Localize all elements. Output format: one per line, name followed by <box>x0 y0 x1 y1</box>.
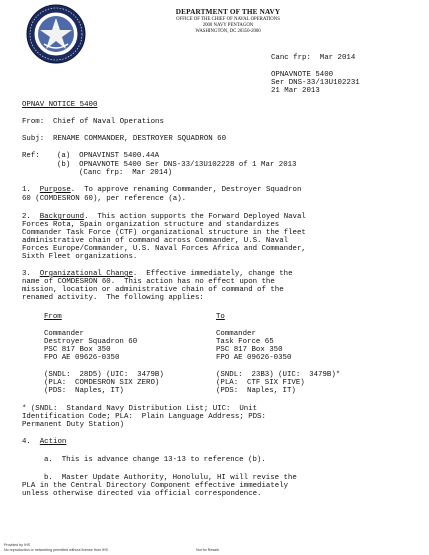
para-4b-line-3: unless otherwise directed via official correspondence. <box>22 490 262 498</box>
para-3-heading: Organizational Change <box>39 270 133 278</box>
footnote-line-3: Permanent Duty Station) <box>22 421 125 429</box>
address-line-2: WASHINGTON, DC 20350-2000 <box>195 28 261 34</box>
para-4b: b. Master Update Authority, Honolulu, HI will revise the <box>44 474 297 482</box>
to-address-line: Commander <box>216 330 256 338</box>
from-address-line: Destroyer Squadron 60 <box>44 338 138 346</box>
footer-license: No reproduction or networking permitted without license from IHS <box>4 548 108 552</box>
para-3-line-3: mission, location or administrative chain of command of the <box>22 286 284 294</box>
ref-a: (a) OPNAVINST 5400.44A <box>57 152 160 160</box>
from-code-line: (PLA: COMDESRON SIX ZERO) <box>44 379 160 387</box>
navy-seal-logo <box>26 4 86 64</box>
notice-number: OPNAVNOTE 5400 <box>271 71 334 79</box>
from-column-header: From <box>44 313 62 321</box>
department-title: DEPARTMENT OF THE NAVY <box>175 8 281 16</box>
footnote-line-2: Identification Code; PLA: Plain Language Address; PDS: <box>22 413 266 421</box>
address-line-1: 2000 NAVY PENTAGON <box>202 22 254 28</box>
from-line: From: Chief of Naval Operations <box>22 118 164 126</box>
para-2-line-3: Commander Task Force (CTF) organizational structure in the fleet <box>22 229 306 237</box>
office-address-block <box>136 17 320 34</box>
para-4-heading: Action <box>39 438 67 446</box>
to-address-line: Task Force 65 <box>216 338 274 346</box>
para-4 <box>22 438 66 446</box>
subject-line: Subj: RENAME COMMANDER, DESTROYER SQUADRON 60 <box>22 135 227 143</box>
para-4-number: 4. <box>22 438 40 446</box>
para-2-heading: Background <box>39 213 85 221</box>
from-code-line: (SNDL: 28D5) (UIC: 3479B) <box>44 371 164 379</box>
footnote-line-1: * (SNDL: Standard Navy Distribution List; UIC: Unit <box>22 405 258 413</box>
from-address-line: Commander <box>44 330 84 338</box>
to-code-line: (PLA: CTF SIX FIVE) <box>216 379 305 387</box>
para-2-line-2: Forces Rota, Spain organization structure and standardizes <box>22 221 280 229</box>
ref-b-cancellation: (Canc frp: Mar 2014) <box>79 169 173 177</box>
para-3-line-2: name of COMDESRON 60. This action has no effect upon the <box>22 278 275 286</box>
ref-label: Ref: <box>22 152 40 160</box>
para-2-number: 2. <box>22 213 40 221</box>
para-2-line-6: Sixth Fleet organizations. <box>22 253 138 261</box>
to-address-line: FPO AE 09626-0350 <box>216 354 292 362</box>
para-1-text: . To approve renaming Commander, Destroyer Squadron <box>70 186 302 194</box>
cancellation-date: Canc frp: Mar 2014 <box>271 54 356 62</box>
para-4a: a. This is advance change 13-13 to reference (b). <box>44 456 266 464</box>
para-3-number: 3. <box>22 270 40 278</box>
para-2-line-4: administrative chain of command across Commander, U.S. Naval <box>22 237 289 245</box>
para-1-number: 1. <box>22 186 40 194</box>
to-code-line: (SNDL: 23B3) (UIC: 3479B)* <box>216 371 341 379</box>
para-3-text: . Effective immediately, change the <box>132 270 293 278</box>
notice-title: OPNAV NOTICE 5400 <box>22 101 98 109</box>
notice-date: 21 Mar 2013 <box>271 87 320 95</box>
para-2-line-5: Forces Europe/Commander, U.S. Naval Forces Africa and Commander, <box>22 245 306 253</box>
para-1-line-2: 60 (COMDESRON 60), per reference (a). <box>22 195 187 203</box>
para-1-heading: Purpose <box>39 186 71 194</box>
to-address-line: PSC 817 Box 350 <box>216 346 283 354</box>
serial-number: Ser DNS-33/13U102231 <box>271 79 360 87</box>
footer-provider: Provided by IHS <box>4 543 30 547</box>
from-address-line: FPO AE 09626-0350 <box>44 354 120 362</box>
footer-resale: Not for Resale <box>196 548 219 552</box>
to-column-header: To <box>216 313 225 321</box>
ref-b: (b) OPNAVNOTE 5400 Ser DNS-33/13U102228 of 1 Mar 2013 <box>57 161 297 169</box>
para-3-line-4: renamed activity. The following applies: <box>22 294 204 302</box>
from-address-line: PSC 817 Box 350 <box>44 346 111 354</box>
para-2-text: . This action supports the Forward Deployed Naval <box>84 213 306 221</box>
office-name: OFFICE OF THE CHIEF OF NAVAL OPERATIONS <box>176 17 280 22</box>
from-code-line: (PDS: Naples, IT) <box>44 387 124 395</box>
to-code-line: (PDS: Naples, IT) <box>216 387 296 395</box>
para-4b-line-2: PLA in the Central Directory Component effective immediately <box>22 482 289 490</box>
para-1 <box>22 186 301 194</box>
